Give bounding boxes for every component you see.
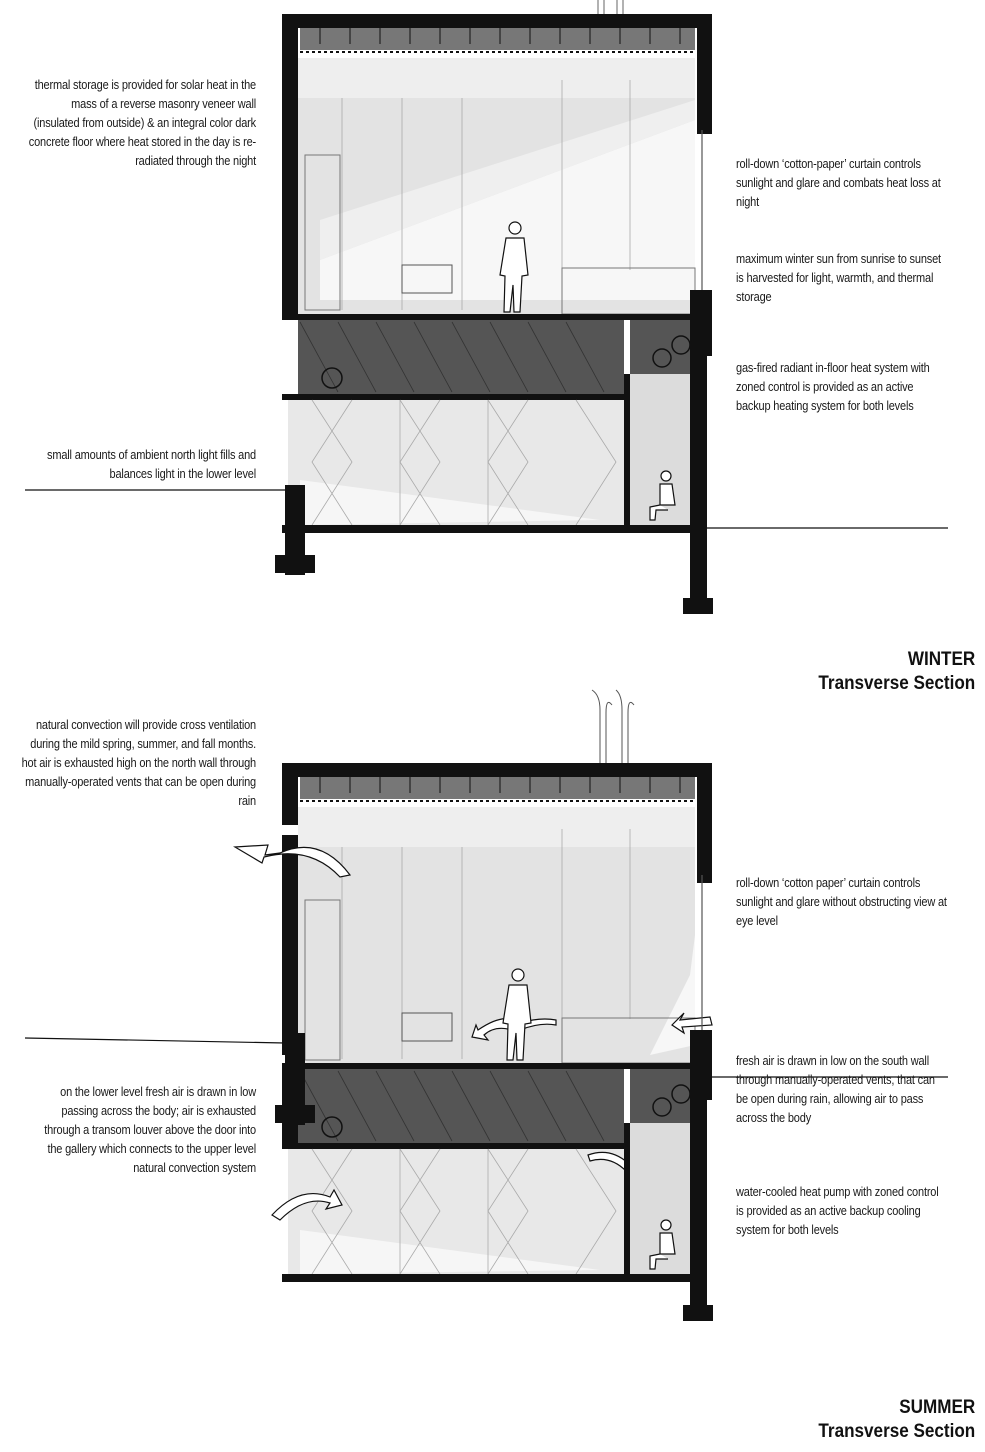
summer-title-subtitle: Transverse Section (818, 1421, 975, 1442)
summer-title (818, 1396, 975, 1444)
winter-title-subtitle: Transverse Section (818, 673, 975, 694)
winter-note-winter-sun: maximum winter sun from sunrise to sunset is harvested for light, warmth, and thermal storage (736, 252, 941, 304)
winter-note-curtain: roll-down ‘cotton-paper’ curtain controls sunlight and glare and combats heat loss at night (736, 157, 941, 209)
summer-note-convection: natural convection will provide cross ventilation during the mild spring, summer, and fall months. hot air is exhausted high on the north wall through manually-operated vents that can be open during rain (21, 718, 256, 808)
winter-note-north-light: small amounts of ambient north light fills and balances light in the lower level (47, 448, 256, 481)
winter-note-thermal-storage: thermal storage is provided for solar heat in the mass of a reverse masonry veneer wall (insulated from outside) & an integral color dark concrete floor where heat stored in the day is re-radiated through the night (28, 78, 257, 168)
winter-title-season: WINTER (907, 649, 975, 670)
summer-note-heat-pump: water-cooled heat pump with zoned control is provided as an active backup cooling system for both levels (736, 1185, 939, 1237)
summer-note-lower-level-air: on the lower level fresh air is drawn in low passing across the body; air is exhausted through a transom louver above the door into the gallery which connects to the upper level natural convection system (44, 1085, 257, 1175)
summer-title-season: SUMMER (898, 1397, 975, 1418)
summer-note-curtain: roll-down ‘cotton paper’ curtain controls sunlight and glare without obstructing view at eye level (736, 876, 947, 928)
winter-note-radiant-heat: gas-fired radiant in-floor heat system with zoned control is provided as an active backup heating system for both levels (736, 361, 930, 413)
summer-note-fresh-air: fresh air is drawn in low on the south wall through manually-operated vents, that can be open during rain, allowing air to pass across the body (736, 1054, 935, 1125)
